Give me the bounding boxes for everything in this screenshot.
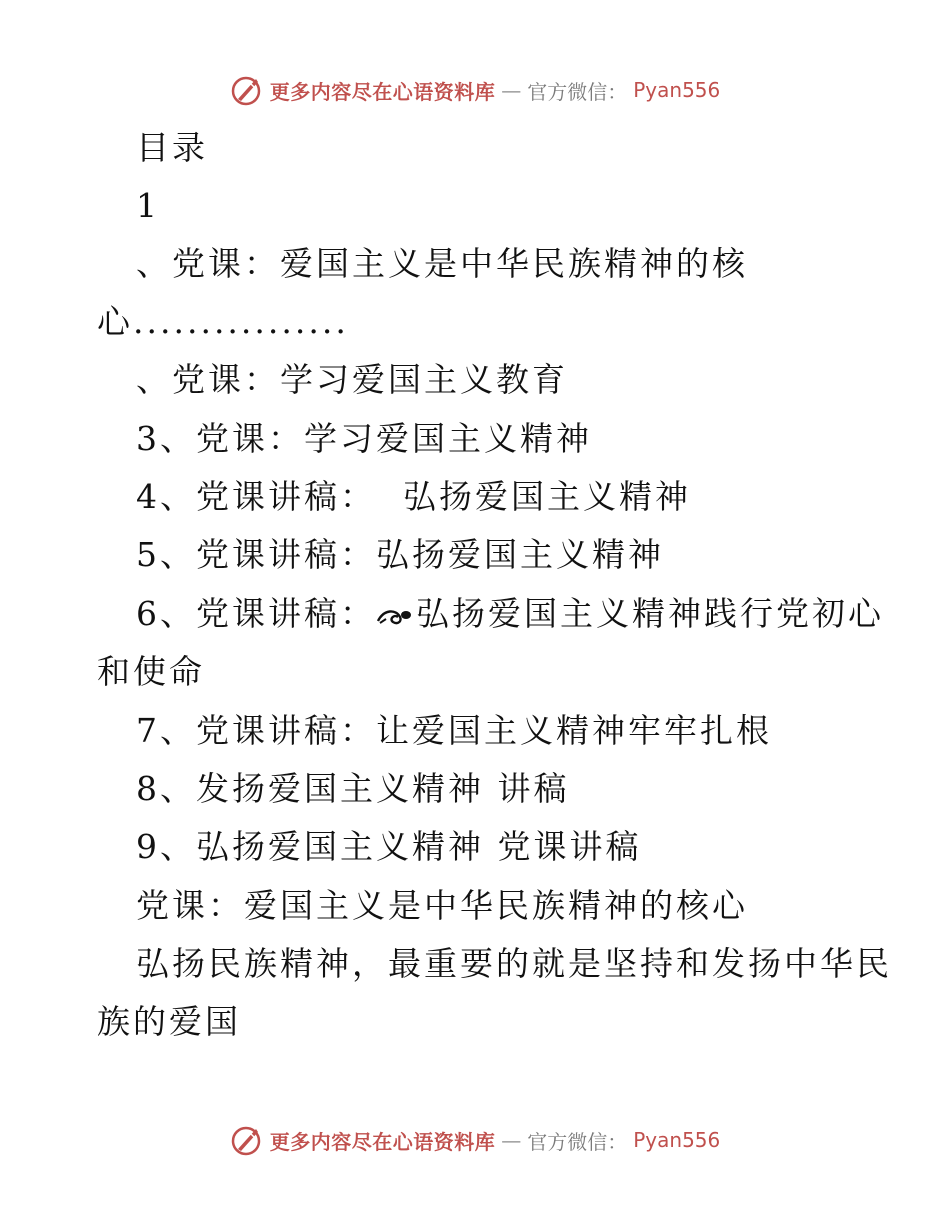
body-paragraph-line-1: 弘扬民族精神，最重要的就是坚持和发扬中华民 xyxy=(136,944,892,983)
toc-item-8: 8、发扬爱国主义精神 讲稿 xyxy=(136,769,570,808)
toc-item-1-continued: 心................ xyxy=(97,302,349,341)
watermark-wechat-id: Pyan556 xyxy=(633,1128,721,1152)
toc-item-3: 3、党课：学习爱国主义精神 xyxy=(136,419,592,458)
watermark-main-text: 更多内容尽在心语资料库 xyxy=(269,1129,496,1154)
watermark-label: 官方微信： xyxy=(527,79,628,104)
leaf-ornament-icon xyxy=(376,605,412,627)
toc-item-5: 5、党课讲稿：弘扬爱国主义精神 xyxy=(136,535,664,574)
body-paragraph-line-2: 族的爱国 xyxy=(97,1002,241,1041)
watermark-dash: — xyxy=(501,78,522,102)
quill-pen-logo-icon xyxy=(230,73,264,107)
watermark-wechat-id: Pyan556 xyxy=(633,78,721,102)
toc-item-1: 、党课：爱国主义是中华民族精神的核 xyxy=(136,244,748,283)
toc-item-6-prefix: 6、党课讲稿： xyxy=(136,594,376,633)
toc-heading: 目录 xyxy=(136,128,208,167)
section-title: 党课：爱国主义是中华民族精神的核心 xyxy=(136,886,748,925)
toc-item-9: 9、弘扬爱国主义精神 党课讲稿 xyxy=(136,827,642,866)
toc-item-6-title: 弘扬爱国主义精神践行党初心 xyxy=(416,594,884,633)
toc-item-6 xyxy=(136,592,884,636)
toc-item-6-continued: 和使命 xyxy=(97,652,205,691)
toc-number: 1 xyxy=(136,186,160,225)
footer-watermark xyxy=(0,1120,950,1160)
watermark-dash: — xyxy=(501,1128,522,1152)
header-watermark xyxy=(0,70,950,110)
toc-item-2: 、党课：学习爱国主义教育 xyxy=(136,360,568,399)
watermark-main-text: 更多内容尽在心语资料库 xyxy=(269,79,496,104)
quill-pen-logo-icon xyxy=(230,1123,264,1157)
watermark-label: 官方微信： xyxy=(527,1129,628,1154)
toc-item-4: 4、党课讲稿： 弘扬爱国主义精神 xyxy=(136,477,691,516)
toc-item-7: 7、党课讲稿：让爱国主义精神牢牢扎根 xyxy=(136,711,772,750)
